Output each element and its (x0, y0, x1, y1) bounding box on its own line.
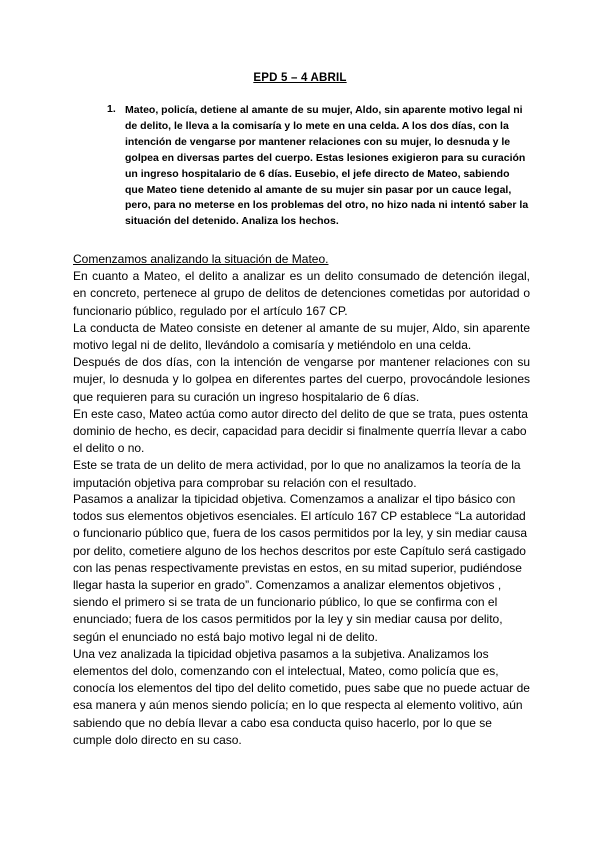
paragraph: En este caso, Mateo actúa como autor directo del delito de que se trata, pues ostenta dominio de hecho, es decir, capacidad para decidir si finalmente querría llevar a cabo el delito o no. (73, 406, 528, 456)
question-number: 1. (107, 103, 116, 115)
paragraph: Este se trata de un delito de mera actividad, por lo que no analizamos la teoría de la imputación objetiva para comprobar su relación con el resultado. (73, 458, 521, 490)
paragraph: En cuanto a Mateo, el delito a analizar es un delito consumado de detención ilegal, en concreto, pertenece al grupo de delitos de detenciones cometidas por autoridad o funcionario público, regulado por el artículo 167 CP. (73, 269, 530, 318)
paragraph: Pasamos a analizar la tipicidad objetiva. Comenzamos a analizar el tipo básico con todos sus elementos objetivos esenciales. El artículo 167 CP establece “La autoridad o funcionario público que, fuera de los casos permitidos por la ley, y sin mediar causa por delito, cometiere alguno de los hechos descritos por este Capítulo será castigado con las penas respectivamente previstas en estos, en su mitad superior, pudiéndose llegar hasta la superior en grado”. Comenzamos a analizar elementos objetivos , siendo el primero si se trata de un funcionario público, lo que se confirma con el enunciado; fuera de los casos permitidos por la ley y sin mediar causa por delito, según el enunciado no está bajo motivo legal ni de delito. (73, 492, 528, 644)
paragraph: Después de dos días, con la intención de vengarse por mantener relaciones con su mujer, lo desnuda y lo golpea en diferentes partes del cuerpo, provocándole lesiones que requieren para su curación un ingreso hospitalario de 6 días. (73, 355, 530, 404)
paragraph: La conducta de Mateo consiste en detener al amante de su mujer, Aldo, sin aparente motivo legal ni de delito, llevándolo a comisaría y metiéndolo en una celda. (73, 320, 530, 353)
paragraph: Una vez analizada la tipicidad objetiva pasamos a la subjetiva. Analizamos los elementos del dolo, comenzando con el intelectual, Mateo, como policía que es, conocía los elementos del tipo del delito cometido, pues sabe que no puede actuar de esa manera y aún menos siendo policía; en lo que respecta al elemento volitivo, aún sabiendo que no debía llevar a cabo esa conducta quiso hacerlo, por lo que se cumple dolo directo en su caso. (73, 646, 530, 747)
question-text: Mateo, policía, detiene al amante de su mujer, Aldo, sin aparente motivo legal ni de delito, le lleva a la comisaría y lo mete en una celda. A los dos días, con la intención de vengarse por mantener relaciones con su mujer, lo desnuda y le golpea en diversas partes del cuerpo. Estas lesiones exigieron para su curación un ingreso hospitalario de 6 días. Eusebio, el jefe directo de Mateo, sabiendo que Mateo tiene detenido al amante de su mujer sin pasar por un cauce legal, pero, para no meterse en los problemas del otro, no hizo nada ni intentó saber la situación del detenido. Analiza los hechos. (125, 104, 529, 228)
document-title: EPD 5 – 4 ABRIL (253, 72, 347, 84)
section-heading: Comenzamos analizando la situación de Mateo. (73, 252, 329, 266)
section-tipicidad (73, 491, 530, 749)
section-mateo (73, 251, 530, 492)
